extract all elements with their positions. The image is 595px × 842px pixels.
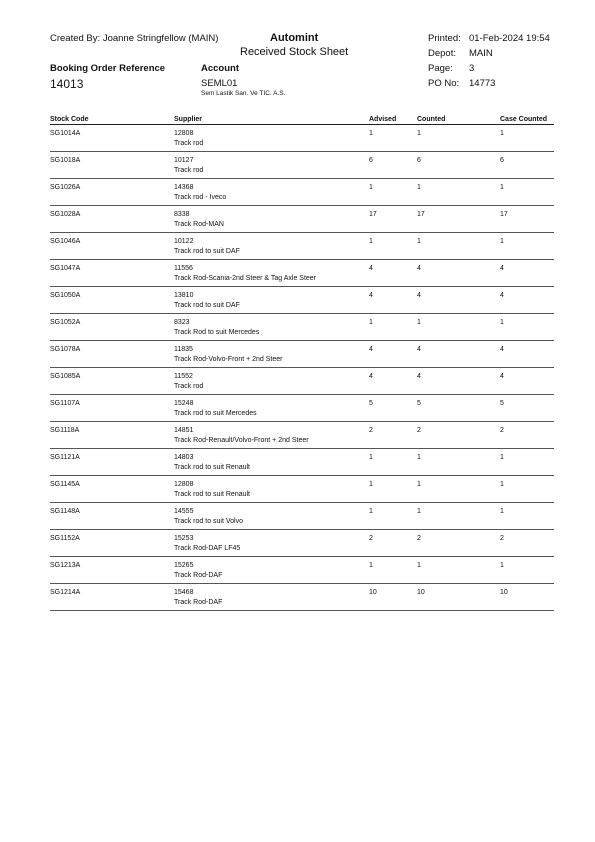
case-counted-cell: 1 bbox=[500, 476, 554, 503]
col-header-case-counted: Case Counted bbox=[500, 114, 554, 125]
case-counted-cell: 4 bbox=[500, 368, 554, 395]
advised-cell: 10 bbox=[369, 584, 417, 611]
table-row bbox=[50, 206, 554, 233]
account-name: Sem Lastik San. Ve TIC. A.S. bbox=[201, 90, 286, 97]
case-counted-cell: 1 bbox=[500, 233, 554, 260]
advised-cell: 6 bbox=[369, 152, 417, 179]
stock-code-cell: SG1028A bbox=[50, 206, 174, 233]
counted-cell: 2 bbox=[417, 530, 500, 557]
supplier-number: 8323 bbox=[174, 319, 190, 326]
supplier-number: 15468 bbox=[174, 589, 194, 596]
case-counted-cell: 4 bbox=[500, 287, 554, 314]
item-description: Track Rod-DAF bbox=[174, 571, 223, 579]
table-row bbox=[50, 476, 554, 503]
supplier-number: 15248 bbox=[174, 400, 194, 407]
supplier-number: 13810 bbox=[174, 292, 194, 299]
case-counted-cell: 10 bbox=[500, 584, 554, 611]
item-description: Track Rod-Renault/Volvo-Front + 2nd Steer bbox=[174, 436, 309, 444]
counted-cell: 17 bbox=[417, 206, 500, 233]
stock-code-cell: SG1107A bbox=[50, 395, 174, 422]
supplier-cell bbox=[174, 395, 369, 422]
case-counted-cell: 6 bbox=[500, 152, 554, 179]
item-description: Track rod - Iveco bbox=[174, 193, 227, 201]
item-description: Track Rod-DAF bbox=[174, 598, 223, 606]
case-counted-cell: 4 bbox=[500, 260, 554, 287]
supplier-cell bbox=[174, 476, 369, 503]
col-header-counted: Counted bbox=[417, 114, 500, 125]
supplier-cell bbox=[174, 557, 369, 584]
created-by-label: Created By: bbox=[50, 33, 101, 44]
supplier-number: 10122 bbox=[174, 238, 194, 245]
counted-cell: 4 bbox=[417, 368, 500, 395]
printed-label: Printed: bbox=[428, 33, 461, 44]
page-value: 3 bbox=[469, 63, 475, 74]
supplier-number: 10127 bbox=[174, 157, 194, 164]
counted-cell: 1 bbox=[417, 557, 500, 584]
account-code: SEML01 bbox=[201, 78, 238, 89]
advised-cell: 1 bbox=[369, 125, 417, 152]
advised-cell: 1 bbox=[369, 179, 417, 206]
supplier-cell bbox=[174, 287, 369, 314]
case-counted-cell: 4 bbox=[500, 341, 554, 368]
advised-cell: 4 bbox=[369, 368, 417, 395]
supplier-cell bbox=[174, 341, 369, 368]
counted-cell: 4 bbox=[417, 287, 500, 314]
counted-cell: 10 bbox=[417, 584, 500, 611]
supplier-cell bbox=[174, 449, 369, 476]
case-counted-cell: 2 bbox=[500, 530, 554, 557]
table-row bbox=[50, 530, 554, 557]
counted-cell: 1 bbox=[417, 476, 500, 503]
table-row bbox=[50, 233, 554, 260]
counted-cell: 5 bbox=[417, 395, 500, 422]
col-header-stock-code: Stock Code bbox=[50, 114, 174, 125]
supplier-cell bbox=[174, 368, 369, 395]
stock-code-cell: SG1052A bbox=[50, 314, 174, 341]
supplier-cell bbox=[174, 314, 369, 341]
case-counted-cell: 1 bbox=[500, 314, 554, 341]
item-description: Track rod to suit Renault bbox=[174, 490, 250, 498]
item-description: Track Rod to suit Mercedes bbox=[174, 328, 260, 336]
item-description: Track rod to suit DAF bbox=[174, 301, 240, 309]
advised-cell: 2 bbox=[369, 422, 417, 449]
depot-value: MAIN bbox=[469, 48, 493, 59]
stock-code-cell: SG1152A bbox=[50, 530, 174, 557]
table-row bbox=[50, 287, 554, 314]
stock-code-cell: SG1214A bbox=[50, 584, 174, 611]
case-counted-cell: 5 bbox=[500, 395, 554, 422]
counted-cell: 1 bbox=[417, 233, 500, 260]
company-name: Automint bbox=[270, 32, 319, 44]
supplier-number: 14555 bbox=[174, 508, 194, 515]
counted-cell: 6 bbox=[417, 152, 500, 179]
item-description: Track rod bbox=[174, 139, 204, 147]
advised-cell: 1 bbox=[369, 449, 417, 476]
table-body bbox=[50, 125, 554, 611]
item-description: Track rod bbox=[174, 382, 204, 390]
col-header-supplier: Supplier bbox=[174, 114, 369, 125]
booking-ref-label: Booking Order Reference bbox=[50, 63, 166, 74]
supplier-number: 14851 bbox=[174, 427, 194, 434]
item-description: Track rod to suit Renault bbox=[174, 463, 250, 471]
supplier-number: 8338 bbox=[174, 211, 190, 218]
counted-cell: 1 bbox=[417, 449, 500, 476]
advised-cell: 17 bbox=[369, 206, 417, 233]
advised-cell: 1 bbox=[369, 503, 417, 530]
counted-cell: 4 bbox=[417, 260, 500, 287]
item-description: Track rod to suit DAF bbox=[174, 247, 240, 255]
advised-cell: 2 bbox=[369, 530, 417, 557]
counted-cell: 1 bbox=[417, 125, 500, 152]
counted-cell: 2 bbox=[417, 422, 500, 449]
stock-code-cell: SG1018A bbox=[50, 152, 174, 179]
case-counted-cell: 17 bbox=[500, 206, 554, 233]
table-row bbox=[50, 557, 554, 584]
supplier-cell bbox=[174, 422, 369, 449]
advised-cell: 1 bbox=[369, 233, 417, 260]
supplier-number: 15253 bbox=[174, 535, 194, 542]
item-description: Track rod to suit Volvo bbox=[174, 517, 243, 525]
case-counted-cell: 1 bbox=[500, 503, 554, 530]
table-row bbox=[50, 422, 554, 449]
booking-ref-value: 14013 bbox=[50, 77, 84, 91]
supplier-number: 15265 bbox=[174, 562, 194, 569]
stock-code-cell: SG1078A bbox=[50, 341, 174, 368]
stock-code-cell: SG1050A bbox=[50, 287, 174, 314]
supplier-number: 11835 bbox=[174, 346, 193, 353]
case-counted-cell: 2 bbox=[500, 422, 554, 449]
col-header-advised: Advised bbox=[369, 114, 417, 125]
stock-code-cell: SG1026A bbox=[50, 179, 174, 206]
supplier-cell bbox=[174, 260, 369, 287]
table-row bbox=[50, 584, 554, 611]
advised-cell: 1 bbox=[369, 476, 417, 503]
item-description: Track Rod-Scania-2nd Steer & Tag Axle Steer bbox=[174, 274, 317, 282]
sheet-title: Received Stock Sheet bbox=[240, 46, 349, 58]
table-row bbox=[50, 152, 554, 179]
supplier-cell bbox=[174, 179, 369, 206]
table-row bbox=[50, 449, 554, 476]
supplier-cell bbox=[174, 503, 369, 530]
case-counted-cell: 1 bbox=[500, 557, 554, 584]
case-counted-cell: 1 bbox=[500, 179, 554, 206]
supplier-cell bbox=[174, 584, 369, 611]
stock-code-cell: SG1213A bbox=[50, 557, 174, 584]
case-counted-cell: 1 bbox=[500, 449, 554, 476]
stock-code-cell: SG1014A bbox=[50, 125, 174, 152]
supplier-number: 12808 bbox=[174, 130, 194, 137]
advised-cell: 4 bbox=[369, 260, 417, 287]
supplier-number: 11556 bbox=[174, 265, 193, 272]
created-by-value: Joanne Stringfellow (MAIN) bbox=[102, 33, 219, 44]
depot-label: Depot: bbox=[428, 48, 456, 59]
supplier-cell bbox=[174, 206, 369, 233]
table-row bbox=[50, 179, 554, 206]
table-row bbox=[50, 341, 554, 368]
supplier-cell bbox=[174, 152, 369, 179]
table-row bbox=[50, 260, 554, 287]
supplier-cell bbox=[174, 530, 369, 557]
created-by bbox=[50, 33, 218, 44]
advised-cell: 1 bbox=[369, 557, 417, 584]
po-value: 14773 bbox=[469, 78, 496, 89]
printed-value: 01-Feb-2024 19:54 bbox=[469, 33, 550, 44]
case-counted-cell: 1 bbox=[500, 125, 554, 152]
counted-cell: 1 bbox=[417, 179, 500, 206]
stock-table bbox=[50, 114, 554, 611]
supplier-number: 12808 bbox=[174, 481, 194, 488]
item-description: Track rod to suit Mercedes bbox=[174, 409, 257, 417]
item-description: Track Rod-Volvo-Front + 2nd Steer bbox=[174, 355, 283, 363]
supplier-number: 14803 bbox=[174, 454, 194, 461]
table-row bbox=[50, 503, 554, 530]
advised-cell: 4 bbox=[369, 341, 417, 368]
stock-code-cell: SG1145A bbox=[50, 476, 174, 503]
counted-cell: 1 bbox=[417, 503, 500, 530]
advised-cell: 5 bbox=[369, 395, 417, 422]
item-description: Track Rod-DAF LF45 bbox=[174, 544, 241, 552]
advised-cell: 4 bbox=[369, 287, 417, 314]
stock-code-cell: SG1046A bbox=[50, 233, 174, 260]
account-label: Account bbox=[201, 63, 239, 74]
table-header-row bbox=[50, 114, 554, 125]
stock-code-cell: SG1118A bbox=[50, 422, 174, 449]
stock-code-cell: SG1085A bbox=[50, 368, 174, 395]
po-label: PO No: bbox=[428, 78, 460, 89]
item-description: Track Rod-MAN bbox=[174, 220, 224, 228]
table-row bbox=[50, 395, 554, 422]
counted-cell: 1 bbox=[417, 314, 500, 341]
supplier-cell bbox=[174, 125, 369, 152]
table-row bbox=[50, 125, 554, 152]
supplier-number: 11552 bbox=[174, 373, 193, 380]
counted-cell: 4 bbox=[417, 341, 500, 368]
page-label: Page: bbox=[428, 63, 453, 74]
item-description: Track rod bbox=[174, 166, 204, 174]
stock-code-cell: SG1148A bbox=[50, 503, 174, 530]
supplier-number: 14368 bbox=[174, 184, 194, 191]
table-row bbox=[50, 314, 554, 341]
supplier-cell bbox=[174, 233, 369, 260]
stock-code-cell: SG1047A bbox=[50, 260, 174, 287]
advised-cell: 1 bbox=[369, 314, 417, 341]
table-row bbox=[50, 368, 554, 395]
stock-code-cell: SG1121A bbox=[50, 449, 174, 476]
